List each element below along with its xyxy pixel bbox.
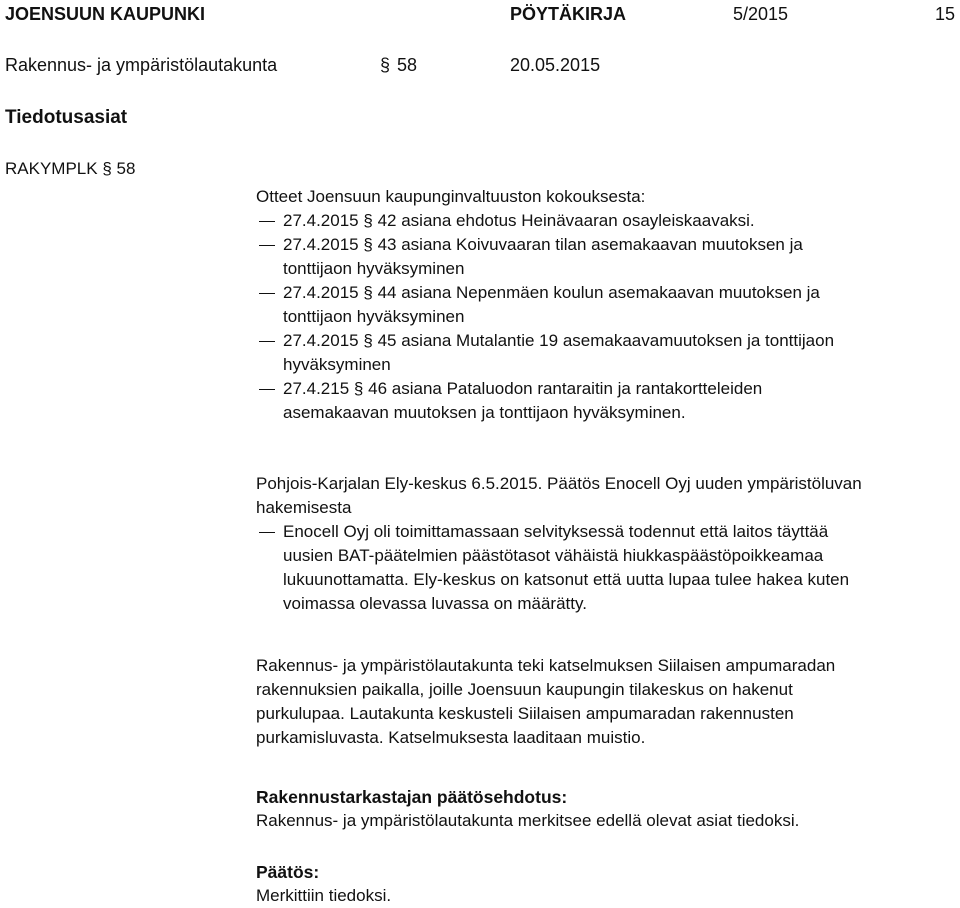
- list-item: [256, 233, 946, 281]
- section-number: 58: [397, 55, 418, 75]
- dash-bullet: [259, 293, 275, 294]
- ely-decision: [256, 472, 946, 616]
- list-item: [256, 209, 946, 233]
- page-title: Tiedotusasiat: [5, 107, 128, 128]
- decision-heading: Päätös:: [256, 862, 320, 882]
- proposal-section: [256, 785, 946, 833]
- dash-bullet: [259, 341, 275, 342]
- section-symbol: §: [380, 55, 391, 75]
- list-item: [256, 329, 946, 377]
- dash-bullet: [259, 245, 275, 246]
- paragraph-line: purkamisluvasta. Katselmuksesta laaditaan muistio.: [256, 728, 646, 747]
- page-number: 15: [935, 4, 956, 24]
- ely-bullet-text: voimassa olevassa luvassa on määrätty.: [283, 594, 587, 613]
- item-section-symbol: §: [363, 331, 373, 350]
- reference-code-text: RAKYMPLK: [5, 159, 98, 178]
- decision-section: [256, 860, 946, 908]
- item-text-continued: hyväksyminen: [283, 355, 391, 374]
- city-name: JOENSUUN KAUPUNKI: [5, 4, 206, 24]
- inspection-paragraph: [256, 654, 946, 750]
- paragraph-line: rakennuksien paikalla, joille Joensuun kaupungin tilakeskus on hakenut: [256, 680, 793, 699]
- item-text: 44 asiana Nepenmäen koulun asemakaavan muutoksen ja: [377, 283, 820, 302]
- item-section-symbol: §: [363, 235, 373, 254]
- minutes-extracts: [256, 185, 946, 425]
- ely-bullet-text: Enocell Oyj oli toimittamassaan selvityksessä todennut että laitos täyttää: [283, 522, 829, 541]
- reference-section-symbol: §: [102, 159, 112, 178]
- item-date: 27.4.2015: [283, 211, 359, 230]
- reference-code: [5, 159, 135, 179]
- item-text: 43 asiana Koivuvaaran tilan asemakaavan muutoksen ja: [377, 235, 803, 254]
- item-section-symbol: §: [353, 379, 364, 398]
- paragraph-line: Rakennus- ja ympäristölautakunta teki katselmuksen Siilaisen ampumaradan: [256, 656, 836, 675]
- item-text: 46 asiana Pataluodon rantaraitin ja rantakortteleiden: [368, 379, 763, 398]
- reference-number: 58: [116, 159, 136, 178]
- item-date: 27.4.2015: [283, 331, 359, 350]
- item-section-symbol: §: [363, 283, 373, 302]
- item-date: 27.4.2015: [283, 235, 359, 254]
- minutes-intro: Otteet Joensuun kaupunginvaltuuston kokouksesta:: [256, 187, 646, 206]
- decision-text: Merkittiin tiedoksi.: [256, 886, 392, 905]
- ely-heading-line: Pohjois-Karjalan Ely-keskus 6.5.2015. Päätös Enocell Oyj uuden ympäristöluvan: [256, 474, 862, 493]
- item-text-continued: tonttijaon hyväksyminen: [283, 259, 465, 278]
- item-section-symbol: §: [363, 211, 373, 230]
- item-text: 42 asiana ehdotus Heinävaaran osayleiskaavaksi.: [377, 211, 755, 230]
- committee-name: Rakennus- ja ympäristölautakunta: [5, 55, 278, 75]
- item-text-continued: asemakaavan muutoksen ja tonttijaon hyväksyminen.: [283, 403, 686, 422]
- meeting-date: 20.05.2015: [510, 55, 601, 75]
- ely-bullet-text: uusien BAT-päätelmien päästötasot vähäistä hiukkaspäästöpoikkeamaa: [283, 546, 824, 565]
- proposal-text: Rakennus- ja ympäristölautakunta merkitsee edellä olevat asiat tiedoksi.: [256, 811, 800, 830]
- document-type: PÖYTÄKIRJA: [510, 4, 627, 24]
- document-number: 5/2015: [733, 4, 789, 24]
- ely-heading-continued: hakemisesta: [256, 498, 352, 517]
- list-item: [256, 520, 946, 616]
- ely-bullet-text: lukuunottamatta. Ely-keskus on katsonut että uutta lupaa tulee hakea kuten: [283, 570, 850, 589]
- item-date: 27.4.2015: [283, 283, 359, 302]
- list-item: [256, 377, 946, 425]
- dash-bullet: [259, 389, 275, 390]
- item-text-continued: tonttijaon hyväksyminen: [283, 307, 465, 326]
- list-item: [256, 281, 946, 329]
- dash-bullet: [259, 221, 275, 222]
- dash-bullet: [259, 532, 275, 533]
- item-date: 27.4.215: [283, 379, 350, 398]
- paragraph-line: purkulupaa. Lautakunta keskusteli Siilaisen ampumaradan rakennusten: [256, 704, 794, 723]
- proposal-heading: Rakennustarkastajan päätösehdotus:: [256, 787, 568, 807]
- item-text: 45 asiana Mutalantie 19 asemakaavamuutoksen ja tonttijaon: [377, 331, 835, 350]
